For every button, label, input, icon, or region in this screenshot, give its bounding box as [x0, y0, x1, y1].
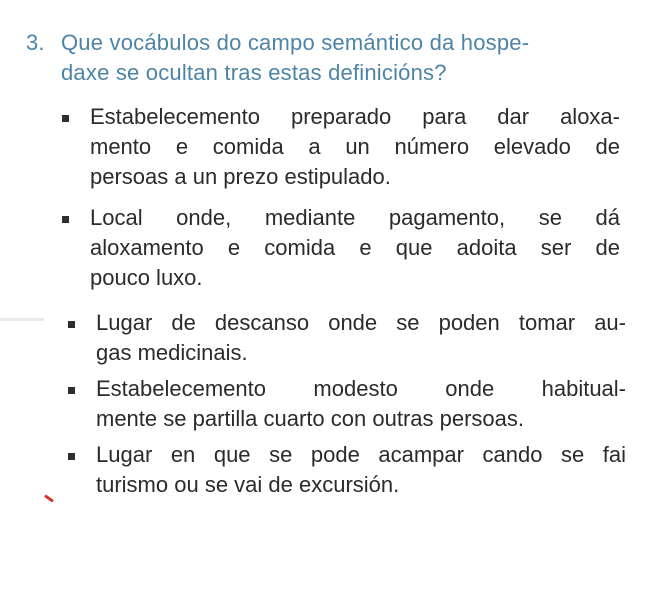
definition-text: [96, 440, 626, 500]
question-text-line-1: Que vocábulos do campo semántico da hospe-: [61, 30, 530, 55]
page-edge-mark: [0, 318, 44, 321]
definition-line: mento e comida a un número elevado de: [90, 134, 620, 159]
red-pen-mark: [44, 494, 54, 502]
square-bullet-icon: [62, 115, 69, 122]
definition-item-2: [62, 203, 632, 293]
definition-text: [90, 203, 620, 293]
square-bullet-icon: [62, 216, 69, 223]
square-bullet-icon: [68, 453, 75, 460]
definition-line: gas medicinais.: [96, 340, 248, 365]
square-bullet-icon: [68, 321, 75, 328]
definition-item-1: [62, 102, 632, 192]
square-bullet-icon: [68, 387, 75, 394]
definition-item-3: [68, 308, 638, 368]
definition-text: [96, 308, 626, 368]
definition-line: Estabelecemento modesto onde habitual-: [96, 376, 626, 401]
definition-line: Lugar en que se pode acampar cando se fai: [96, 442, 626, 467]
definition-line: Estabelecemento preparado para dar aloxa-: [90, 104, 620, 129]
definition-line: Lugar de descanso onde se poden tomar au-: [96, 310, 626, 335]
definition-line: Local onde, mediante pagamento, se dá: [90, 205, 620, 230]
definition-line: aloxamento e comida e que adoita ser de: [90, 235, 620, 260]
definition-item-4: [68, 374, 638, 434]
definition-line: pouco luxo.: [90, 265, 203, 290]
definition-item-5: [68, 440, 638, 500]
question-text-line-2: daxe se ocultan tras estas definicións?: [61, 60, 447, 85]
question-number: 3.: [26, 30, 45, 55]
definition-line: persoas a un prezo estipulado.: [90, 164, 391, 189]
definition-line: turismo ou se vai de excursión.: [96, 472, 400, 497]
definition-text: [96, 374, 626, 434]
definition-line: mente se partilla cuarto con outras persoas.: [96, 406, 525, 431]
definition-text: [90, 102, 620, 192]
